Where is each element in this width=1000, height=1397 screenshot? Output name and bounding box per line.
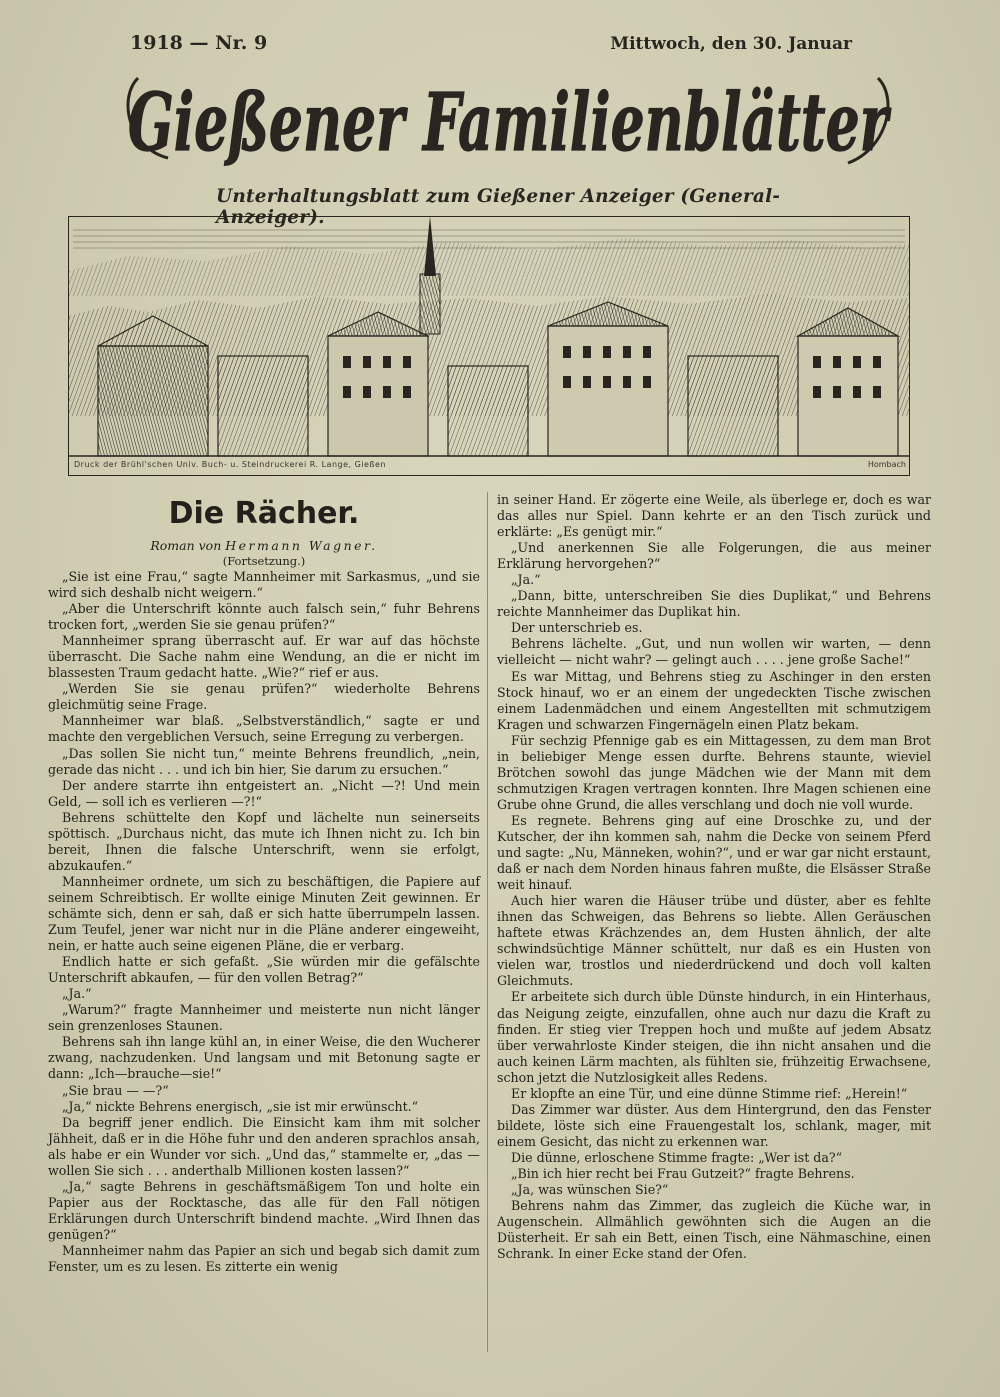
masthead-title-text: Gießener Familienblätter (128, 75, 892, 169)
paragraph: „Werden Sie sie genau prüfen?“ wiederholte Behrens gleichmütig seine Frage. (48, 681, 480, 713)
paragraph: „Ja.“ (62, 986, 92, 1002)
paragraph: Da begriff jener endlich. Die Einsicht kam ihm mit solcher Jähheit, daß er in die Höhe fuhr und den anderen sprachlos ansah, als habe er ein Wunder vor sich. „Und das,“ stammelte er, „das — wollen Sie sich . . . anderthalb Millionen kosten lassen?“ (48, 1114, 480, 1178)
masthead-subtitle: Unterhaltungsblatt zum Gießener Anzeiger (General-Anzeiger). (216, 186, 781, 228)
article-column-left (48, 492, 480, 1275)
illustration-signature: Hombach (867, 460, 906, 469)
paragraph: Mannheimer war blaß. „Selbstverständlich,“ sagte er und machte den vergeblichen Versuch, seine Erregung zu verbergen. (48, 713, 480, 745)
paragraph: Er klopfte an eine Tür, und eine dünne Stimme rief: „Herein!“ (511, 1085, 908, 1101)
paragraph: Er arbeitete sich durch üble Dünste hindurch, in ein Hinterhaus, das Neigung zeigte, einzufallen, ohne auch nur dazu die Kraft zu finden. Er stieg vier Treppen hoch und mußte auf jedem Absatz über verwahrloste Kinder steigen, die ihn nicht ansahen und die auch keinen Lärm machten, als fühlten sie, frühzeitig Erwachsene, schon jetzt die Nutzlosigkeit alles Redens. (497, 989, 931, 1085)
masthead (68, 28, 910, 476)
paragraph: „Sie ist eine Frau,“ sagte Mannheimer mit Sarkasmus, „und sie wird sich deshalb nicht weigern.“ (48, 569, 480, 601)
paragraph: „Ja,“ nickte Behrens energisch, „sie ist mir erwünscht.“ (62, 1098, 419, 1114)
paragraph: Es regnete. Behrens ging auf eine Droschke zu, und der Kutscher, der ihn kommen sah, nahm die Decke von seinem Pferd und sagte: „Nu, Männeken, wohin?“, und er war gar nicht erstaunt, daß er nach dem Norden hinaus fahren mußte, die Elsässer Straße weit hinauf. (497, 812, 931, 893)
paragraph: „Bin ich hier recht bei Frau Gutzeit?“ fragte Behrens. (511, 1165, 855, 1181)
paragraph: Der andere starrte ihn entgeistert an. „Nicht —?! Und mein Geld, — soll ich es verlieren —?!“ (48, 777, 480, 809)
paragraph: in seiner Hand. Er zögerte eine Weile, als überlege er, doch es war das alles nur Spiel. Dann kehrte er an den Tisch zurück und erklärte: „Es genügt mir.“ (497, 492, 931, 540)
continuation-note: (Fortsetzung.) (222, 554, 306, 568)
illustration-credit: Druck der Brühl'schen Univ. Buch- u. Steindruckerei R. Lange, Gießen (74, 460, 386, 469)
paragraph: Behrens schüttelte den Kopf und lächelte nun seinerseits spöttisch. „Durchaus nicht, das mute ich Ihnen nicht zu. Ich bin bereit, Ihnen die falsche Unterschrift, wenn sie erfolgt, abzukaufen.“ (48, 809, 480, 873)
paragraph: Die dünne, erloschene Stimme fragte: „Wer ist da?“ (511, 1149, 843, 1165)
paragraph: „Und anerkennen Sie alle Folgerungen, die aus meiner Erklärung hervorgehen?“ (497, 540, 931, 572)
paragraph: Auch hier waren die Häuser trübe und düster, aber es fehlte ihnen das Schweigen, das Behrens so liebte. Allen Geräuschen haftete etwas Krächzendes an, dem Husten ähnlich, der alte schwindsüchtige Männer schüttelt, nur daß es ein Husten von vielen war, trostlos und niederdrückend und doch voll kalten Gleichmuts. (497, 893, 931, 989)
paragraph: Endlich hatte er sich gefaßt. „Sie würden mir die gefälschte Unterschrift abkaufen, — für den vollen Betrag?“ (48, 954, 480, 986)
issue-number: 1918 — Nr. 9 (130, 32, 268, 54)
masthead-title (108, 58, 908, 178)
article-column-right (497, 492, 931, 1262)
paragraph: „Aber die Unterschrift könnte auch falsch sein,“ fuhr Behrens trocken fort, „werden Sie sie genau prüfen?“ (48, 601, 480, 633)
paragraph: Behrens nahm das Zimmer, das zugleich die Küche war, in Augenschein. Allmählich gewöhnten sich die Augen an die Düsterheit. Er sah ein Bett, einen Tisch, eine Nähmaschine, einen Schrank. In einer Ecke stand der Ofen. (497, 1198, 931, 1262)
article-byline (48, 538, 480, 554)
paragraph: Mannheimer nahm das Papier an sich und begab sich damit zum Fenster, um es zu lesen. Es zitterte ein wenig (48, 1242, 480, 1275)
article-author: Hermann Wagner. (225, 538, 378, 553)
column-divider (487, 492, 488, 1352)
paragraph: Es war Mittag, und Behrens stieg zu Aschinger in den ersten Stock hinauf, wo er an einem der ungedeckten Tische zwischen einem Ladenmädchen und einem Angestellten mit schmutzigem Kragen und schwarzen Fingernägeln einen Platz bekam. (497, 668, 931, 732)
paragraph: Behrens lächelte. „Gut, und nun wollen wir warten, — denn vielleicht — nicht wahr? — gelingt auch . . . . jene große Sache!“ (497, 636, 931, 668)
paragraph: „Ja,“ sagte Behrens in geschäftsmäßigem Ton und holte ein Papier aus der Rocktasche, das alle für den Fall nötigen Erklärungen durch Unterschrift bindend machte. „Wird Ihnen das genügen?“ (48, 1178, 480, 1242)
paragraph: Für sechzig Pfennige gab es ein Mittagessen, zu dem man Brot in beliebiger Menge essen durfte. Behrens staunte, wieviel Brötchen sowohl das junge Mädchen wie der Mann mit dem schmutzigen Kragen vertragen konnten. Ihre Magen schienen eine Grube ohne Grund, die alles verschlang und doch nie voll wurde. (497, 732, 931, 812)
paragraph: Behrens sah ihn lange kühl an, in einer Weise, die den Wucherer zwang, nachzudenken. Und langsam und mit Betonung sagte er dann: „Ich—brauche—sie!“ (48, 1034, 480, 1082)
paragraph: „Warum?“ fragte Mannheimer und meisterte nun nicht länger sein grenzenloses Staunen. (48, 1002, 480, 1034)
paragraph: „Dann, bitte, unterschreiben Sie dies Duplikat,“ und Behrens reichte Mannheimer das Duplikat hin. (497, 588, 931, 620)
issue-date: Mittwoch, den 30. Januar (610, 34, 852, 54)
paragraph: „Ja.“ (511, 572, 541, 588)
paragraph: Mannheimer ordnete, um sich zu beschäftigen, die Papiere auf seinem Schreibtisch. Er wollte einige Minuten Zeit gewinnen. Er schämte sich, denn er sah, daß er sich hatte überrumpeln lassen. Zum Teufel, jener war nicht nur in die Pläne anderer eingeweiht, nein, er hatte auch seine eigenen Pläne, die er verbarg. (48, 873, 480, 954)
paragraph: „Sie brau — —?“ (62, 1082, 169, 1098)
paragraph: Mannheimer sprang überrascht auf. Er war auf das höchste überrascht. Die Sache nahm eine Wendung, an die er nicht im blassesten Traum gedacht hatte. „Wie?“ rief er aus. (48, 633, 480, 681)
paragraph: „Das sollen Sie nicht tun,“ meinte Behrens freundlich, „nein, gerade das nicht . . . und ich bin hier, Sie darum zu ersuchen.“ (48, 745, 480, 777)
article-title: Die Rächer. (168, 496, 360, 531)
city-panorama-illustration (68, 216, 910, 476)
paragraph: „Ja, was wünschen Sie?“ (511, 1182, 669, 1198)
paragraph: Der unterschrieb es. (511, 620, 643, 636)
paragraph: Das Zimmer war düster. Aus dem Hintergrund, den das Fenster bildete, löste sich eine Frauengestalt los, schlank, mager, mit einem Gesicht, das nicht zu erkennen war. (497, 1101, 931, 1149)
byline-prefix: Roman von (150, 538, 222, 553)
